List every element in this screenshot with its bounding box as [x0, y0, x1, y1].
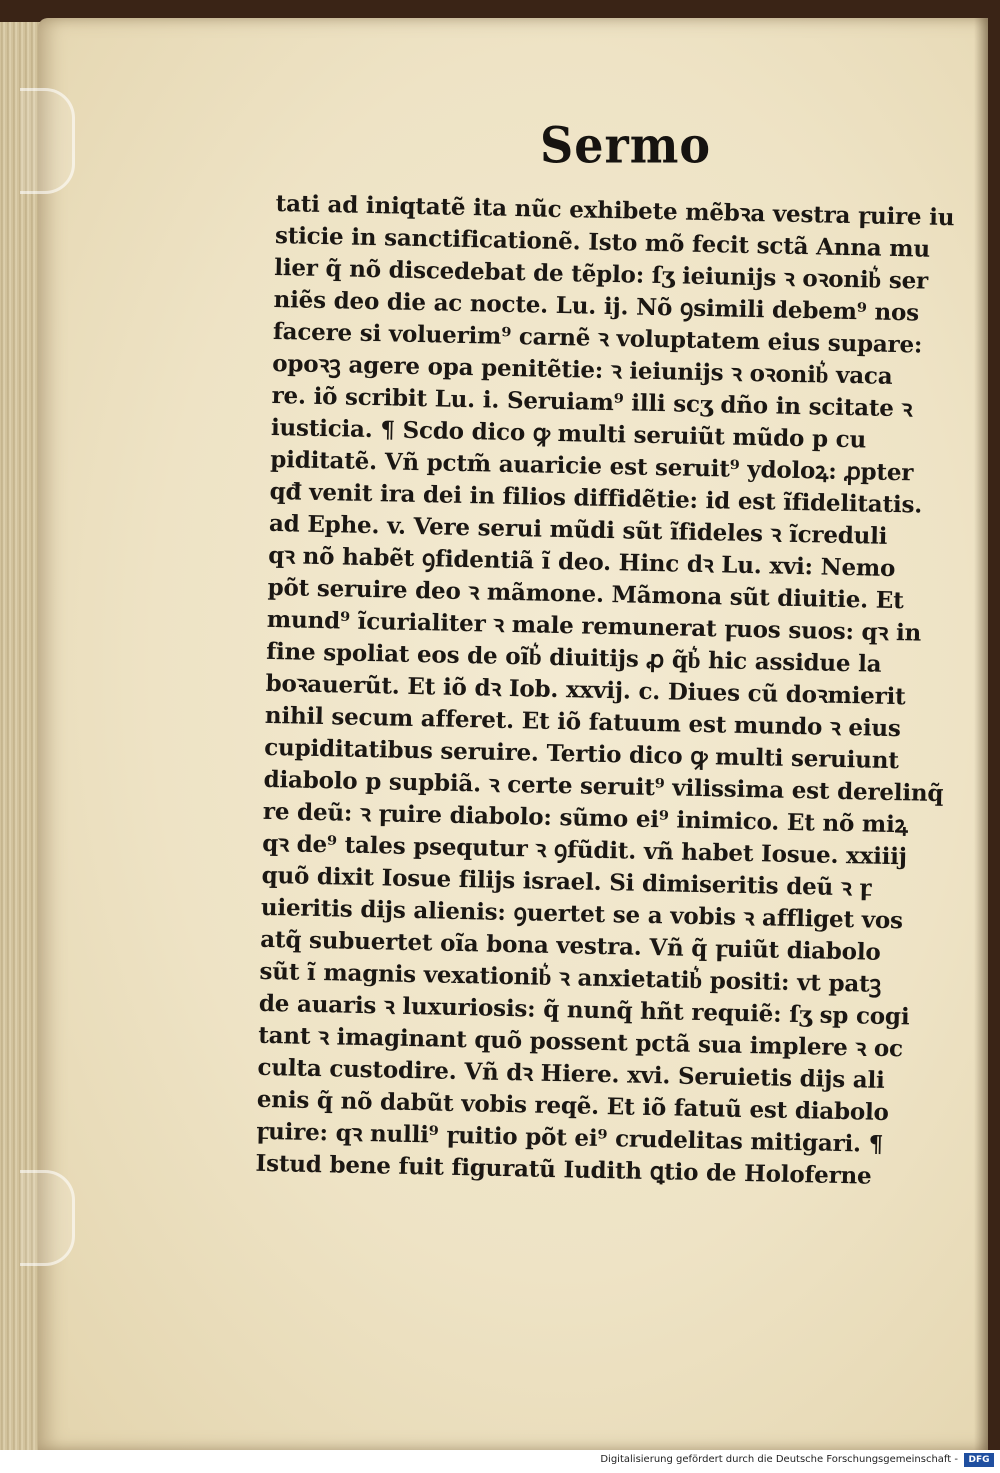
text-line: qꝛ nõ habẽt ꝯfidentiã ĩ deo. Hinc dꝛ Lu. xvi: Nemo [268, 541, 896, 583]
text-line: de auaris ꝛ luxuriosis: q̃ nunq̃ hñt requiẽ: ſʒ sp cogi [258, 989, 910, 1031]
text-line: opoꝛꝫ agere opa penitẽtie: ꝛ ieiunijs ꝛ oꝛonib͛ vaca [272, 349, 893, 390]
text-line: boꝛauerũt. Et iõ dꝛ Iob. xxvij. c. Diues cũ doꝛmierit [265, 669, 906, 711]
page-clip-top [20, 88, 75, 194]
text-line: cupiditatibus seruire. Tertio dico ꝙ multi seruiunt [264, 733, 899, 775]
funding-credit: Digitalisierung gefördert durch die Deutsche Forschungsgemeinschaft - [600, 1454, 958, 1465]
text-line: tati ad iniqtatẽ ita nũc exhibete mẽbꝛa vestra ꝼuire iu [275, 189, 955, 232]
text-line: ad Ephe. v. Vere serui mũdi sũt ĩfideles ꝛ ĩcreduli [268, 509, 888, 550]
text-line: re. iõ scribit Lu. i. Seruiam⁹ illi scʒ dño in scitate ꝛ [271, 381, 913, 423]
text-line: Istud bene fuit figuratũ Iudith ꝗtio de Holoferne [255, 1149, 872, 1190]
text-line: atq̃ subuertet oĩa bona vestra. Vñ q̃ ꝼuiũt diabolo [259, 925, 881, 966]
text-line: fine spoliat eos de oĩb͛ diuitijs ꝓ q̃b͛ hic assidue la [266, 637, 882, 678]
text-line: sticie in sanctificationẽ. Isto mõ fecit sctã Anna mu [274, 221, 931, 263]
text-line: ꝼuire: qꝛ nulli⁹ ꝼuitio põt ei⁹ crudelitas mitigari. ¶ [255, 1117, 884, 1158]
text-line: sũt ĩ magnis vexationib͛ ꝛ anxietatib͛ positi: vt patꝫ [259, 957, 882, 998]
text-line: enis q̃ nõ dabũt vobis reqẽ. Et iõ fatuũ est diabolo [256, 1085, 890, 1127]
dfg-logo: DFG [964, 1453, 994, 1467]
text-line: nihil secum afferet. Et iõ fatuum est mundo ꝛ eius [264, 701, 901, 743]
text-body [255, 188, 966, 1194]
text-line: lier q̃ nõ discedebat de tẽplo: ſʒ ieiunijs ꝛ oꝛonib͛ ser [274, 253, 929, 295]
text-line: iusticia. ¶ Scdo dico ꝙ multi seruiũt mũdo p cu [270, 413, 867, 454]
text-line: põt seruire deo ꝛ mãmone. Mãmona sũt diuitie. Et [267, 573, 904, 615]
text-line: qđ venit ira dei in filios diffidẽtie: id est ĩfidelitatis. [269, 477, 923, 519]
page-heading: Sermo [540, 115, 712, 175]
gutter-shadow [974, 18, 988, 1450]
text-line: re deũ: ꝛ ꝼuire diabolo: sũmo ei⁹ inimico. Et nõ miꝝ [262, 797, 908, 839]
text-line: niẽs deo die ac nocte. Lu. ij. Nõ ꝯsimili debem⁹ nos [273, 285, 920, 327]
text-line: culta custodire. Vñ dꝛ Hiere. xvi. Seruietis dijs ali [257, 1053, 885, 1094]
text-line: tant ꝛ imaginant quõ possent pctã sua implere ꝛ oc [257, 1021, 904, 1063]
text-line: uieritis dijs alienis: ꝯuertet se a vobis ꝛ affliget vos [260, 893, 904, 935]
text-line: qꝛ de⁹ tales psequtur ꝛ ꝯfũdit. vñ habet Iosue. xxiiij [261, 829, 908, 871]
text-line: facere si voluerim⁹ carnẽ ꝛ voluptatem eius supare: [272, 317, 923, 359]
page-clip-bottom [20, 1170, 75, 1266]
text-line: quõ dixit Iosue filijs israel. Si dimiseritis deũ ꝛ ꝼ [261, 861, 872, 902]
text-line: diabolo p supbiã. ꝛ certe seruit⁹ vilissima est derelinq̃ [263, 765, 944, 808]
footer-bar [0, 1450, 1000, 1473]
text-line: piditatẽ. Vñ pctm̃ auaricie est seruit⁹ ydoloꝝ: ꝓpter [270, 445, 914, 487]
text-line: mund⁹ ĩcurialiter ꝛ male remunerat ꝼuos suos: qꝛ in [266, 605, 922, 647]
